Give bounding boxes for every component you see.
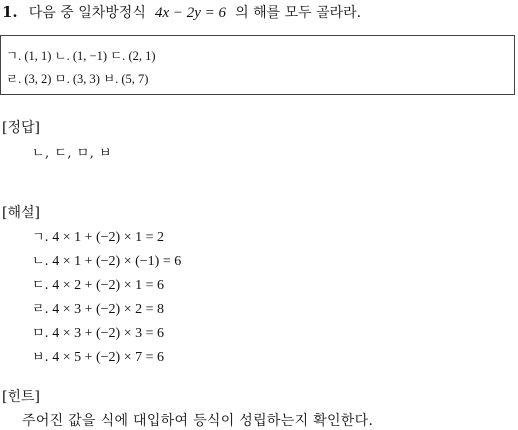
option-value: (3, 2)	[24, 72, 52, 86]
answer-heading: [정답]	[2, 120, 40, 136]
explanation-label: ㄱ.	[32, 230, 49, 245]
explanation-expr: 4 × 5 + (−2) × 7 = 6	[52, 350, 165, 365]
option-label: ㅂ.	[99, 72, 122, 86]
question-number: 1.	[2, 3, 18, 21]
explanation-line	[32, 226, 164, 246]
option-label: ㄴ.	[51, 49, 73, 63]
answer-text: ㄴ, ㄷ, ㅁ, ㅂ	[32, 146, 113, 161]
hint-text: 주어진 값을 식에 대입하여 등식이 성립하는지 확인한다.	[22, 413, 374, 429]
options-box	[0, 35, 515, 95]
hint-heading: [힌트]	[2, 389, 40, 405]
explanation-heading: [해설]	[2, 205, 40, 221]
explanation-label: ㅂ.	[32, 350, 49, 365]
options-line-2	[6, 69, 148, 87]
question-text-before: 다음 중 일차방정식	[28, 5, 146, 21]
explanation-label: ㄷ.	[32, 278, 49, 293]
option-value: (2, 1)	[128, 49, 156, 63]
option-value: (1, 1)	[24, 49, 52, 63]
explanation-expr: 4 × 3 + (−2) × 2 = 8	[52, 302, 165, 317]
question-equation: 4x − 2y = 6	[154, 5, 227, 21]
question	[2, 2, 361, 22]
explanation-expr: 4 × 3 + (−2) × 3 = 6	[52, 326, 165, 341]
explanation-line	[32, 274, 164, 294]
explanation-label: ㄹ.	[32, 302, 49, 317]
option-label: ㄱ.	[6, 49, 25, 63]
explanation-line	[32, 250, 181, 270]
explanation-line	[32, 346, 164, 366]
option-label: ㄹ.	[6, 72, 25, 86]
explanation-label: ㄴ.	[32, 254, 49, 269]
explanation-expr: 4 × 2 + (−2) × 1 = 6	[52, 278, 165, 293]
option-value: (5, 7)	[121, 72, 149, 86]
explanation-expr: 4 × 1 + (−2) × 1 = 2	[52, 230, 165, 245]
option-label: ㄷ.	[106, 49, 129, 63]
explanation-line	[32, 322, 164, 342]
question-text-after: 의 해를 모두 골라라.	[235, 5, 362, 21]
options-line-1	[6, 46, 156, 64]
explanation-line	[32, 298, 164, 318]
option-label: ㅁ.	[51, 72, 73, 86]
explanation-expr: 4 × 1 + (−2) × (−1) = 6	[52, 254, 182, 269]
explanation-label: ㅁ.	[32, 326, 49, 341]
option-value: (1, −1)	[72, 49, 107, 63]
option-value: (3, 3)	[72, 72, 100, 86]
